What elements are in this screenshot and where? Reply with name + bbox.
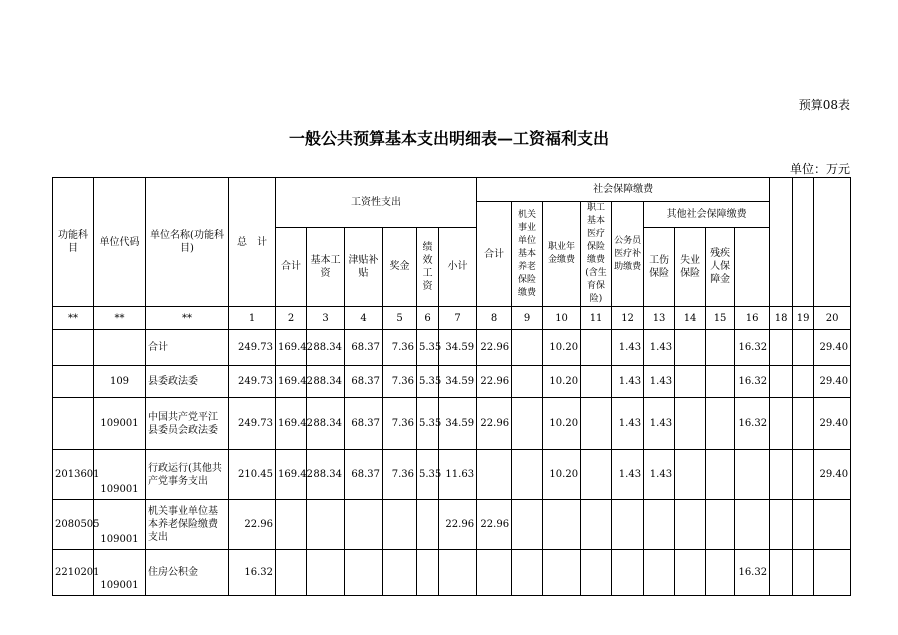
total-cell: 249.73 xyxy=(229,330,276,366)
index-cell: 3 xyxy=(307,307,345,330)
unit-code-cell: 109001 xyxy=(94,450,146,500)
index-cell: 19 xyxy=(793,307,814,330)
unit-code-cell: 109001 xyxy=(94,550,146,596)
func-code-cell xyxy=(53,330,94,366)
unemp-cell xyxy=(675,398,706,450)
expenditure-table xyxy=(52,177,851,596)
housing-cell: 16.32 xyxy=(735,398,770,450)
header-perf: 绩效工资 xyxy=(417,227,439,306)
header-basic: 基本工资 xyxy=(307,227,345,306)
civil-med-cell xyxy=(581,366,612,398)
medexp-cell xyxy=(793,398,814,450)
injury-cell: 1.43 xyxy=(644,330,675,366)
other-cell: 29.40 xyxy=(814,330,851,366)
basic-cell: 88.34 xyxy=(307,330,345,366)
unit-code-cell xyxy=(94,330,146,366)
pension-cell: 22.96 xyxy=(477,500,512,550)
annuity-cell xyxy=(512,366,543,398)
sum2-cell: 22.96 xyxy=(439,500,477,550)
page-title: 一般公共预算基本支出明细表—工资福利支出 xyxy=(288,129,609,148)
injury-cell: 1.43 xyxy=(644,450,675,500)
medical-cell: 10.20 xyxy=(543,330,581,366)
index-cell: 13 xyxy=(644,307,675,330)
header-sum2: 合计 xyxy=(477,202,512,307)
header-annuity: 职业年金缴费 xyxy=(543,202,581,307)
header-allow: 津贴补贴 xyxy=(345,227,383,306)
other-cell xyxy=(814,500,851,550)
housing-cell: 16.32 xyxy=(735,550,770,596)
index-cell: 2 xyxy=(276,307,307,330)
index-cell: 15 xyxy=(706,307,735,330)
basic-cell xyxy=(307,500,345,550)
medical-cell: 10.20 xyxy=(543,366,581,398)
allow-cell xyxy=(345,550,383,596)
header-civil-med: 公务员医疗补助缴费 xyxy=(612,202,644,307)
medexp-cell xyxy=(793,550,814,596)
total-cell: 22.96 xyxy=(229,500,276,550)
meal-cell xyxy=(770,398,793,450)
allow-cell: 68.37 xyxy=(345,330,383,366)
pension-cell: 22.96 xyxy=(477,366,512,398)
sum1-cell: 169.42 xyxy=(276,398,307,450)
header-sub: 小计 xyxy=(439,227,477,306)
basic-cell: 88.34 xyxy=(307,450,345,500)
index-cell: 1 xyxy=(229,307,276,330)
pension-cell: 22.96 xyxy=(477,330,512,366)
sum1-cell: 169.42 xyxy=(276,450,307,500)
sum1-cell: 169.42 xyxy=(276,330,307,366)
table-row xyxy=(53,398,851,450)
sum1-cell xyxy=(276,500,307,550)
index-cell: 8 xyxy=(477,307,512,330)
injury-cell: 1.43 xyxy=(644,398,675,450)
unemp-cell xyxy=(675,500,706,550)
index-cell: 5 xyxy=(383,307,417,330)
unit-name-cell: 县委政法委 xyxy=(146,366,229,398)
pension-cell xyxy=(477,450,512,500)
unit-name-cell: 住房公积金 xyxy=(146,550,229,596)
sub-cell: 1.43 xyxy=(612,450,644,500)
index-cell: 12 xyxy=(612,307,644,330)
allow-cell: 68.37 xyxy=(345,398,383,450)
header-unemp: 失业保险 xyxy=(675,227,706,306)
medical-cell xyxy=(543,500,581,550)
bonus-cell: 7.36 xyxy=(383,366,417,398)
unemp-cell xyxy=(675,550,706,596)
disab-cell xyxy=(706,450,735,500)
header-pension: 机关事业单位基本养老保险缴费 xyxy=(512,202,543,307)
table-row xyxy=(53,500,851,550)
disab-cell xyxy=(706,330,735,366)
medical-cell: 10.20 xyxy=(543,450,581,500)
disab-cell xyxy=(706,500,735,550)
sub-cell xyxy=(612,550,644,596)
disab-cell xyxy=(706,366,735,398)
meal-cell xyxy=(770,450,793,500)
header-sum1: 合计 xyxy=(276,227,307,306)
perf-cell: 5.35 xyxy=(417,330,439,366)
annuity-cell xyxy=(512,550,543,596)
bonus-cell xyxy=(383,550,417,596)
header-disab: 残疾人保障金 xyxy=(706,227,735,306)
header-code: 单位代码 xyxy=(94,178,146,307)
unemp-cell xyxy=(675,330,706,366)
table-row xyxy=(53,330,851,366)
bonus-cell: 7.36 xyxy=(383,398,417,450)
index-cell: ** xyxy=(53,307,94,330)
header-salary-group: 工资性支出 xyxy=(276,178,477,228)
func-code-cell: 2080505 xyxy=(53,500,94,550)
injury-cell xyxy=(644,500,675,550)
medical-cell: 10.20 xyxy=(543,398,581,450)
annuity-cell xyxy=(512,330,543,366)
housing-cell xyxy=(735,450,770,500)
perf-cell: 5.35 xyxy=(417,398,439,450)
index-cell: ** xyxy=(94,307,146,330)
pension-cell: 22.96 xyxy=(477,398,512,450)
unit-code-cell: 109 xyxy=(94,366,146,398)
unit-code-cell: 109001 xyxy=(94,398,146,450)
index-cell: 10 xyxy=(543,307,581,330)
basic-cell: 88.34 xyxy=(307,398,345,450)
unit-label: 单位：万元 xyxy=(789,162,850,176)
housing-cell: 16.32 xyxy=(735,330,770,366)
sub-cell: 1.43 xyxy=(612,366,644,398)
sum2-cell: 34.59 xyxy=(439,330,477,366)
civil-med-cell xyxy=(581,330,612,366)
func-code-cell: 2210201 xyxy=(53,550,94,596)
perf-cell xyxy=(417,550,439,596)
total-cell: 16.32 xyxy=(229,550,276,596)
index-cell: 20 xyxy=(814,307,851,330)
other-cell: 29.40 xyxy=(814,450,851,500)
func-code-cell xyxy=(53,398,94,450)
other-cell: 29.40 xyxy=(814,366,851,398)
allow-cell: 68.37 xyxy=(345,450,383,500)
unit-name-cell: 机关事业单位基本养老保险缴费支出 xyxy=(146,500,229,550)
sub-cell: 1.43 xyxy=(612,398,644,450)
unemp-cell xyxy=(675,450,706,500)
civil-med-cell xyxy=(581,450,612,500)
unemp-cell xyxy=(675,366,706,398)
perf-cell: 5.35 xyxy=(417,366,439,398)
annuity-cell xyxy=(512,398,543,450)
index-cell: 11 xyxy=(581,307,612,330)
header-housing xyxy=(770,178,793,307)
unit-code-cell: 109001 xyxy=(94,500,146,550)
civil-med-cell xyxy=(581,500,612,550)
sub-cell xyxy=(612,500,644,550)
index-cell: 6 xyxy=(417,307,439,330)
index-cell: ** xyxy=(146,307,229,330)
form-number: 预算08表 xyxy=(798,98,850,112)
index-row xyxy=(53,307,851,330)
func-code-cell xyxy=(53,366,94,398)
perf-cell: 5.35 xyxy=(417,450,439,500)
meal-cell xyxy=(770,330,793,366)
header-total: 总 计 xyxy=(229,178,276,307)
index-cell: 7 xyxy=(439,307,477,330)
table-body xyxy=(53,330,851,596)
unit-name-cell: 中国共产党平江县委员会政法委 xyxy=(146,398,229,450)
perf-cell xyxy=(417,500,439,550)
other-cell: 29.40 xyxy=(814,398,851,450)
header-bonus: 奖金 xyxy=(383,227,417,306)
medexp-cell xyxy=(793,366,814,398)
table-row xyxy=(53,366,851,398)
total-cell: 249.73 xyxy=(229,366,276,398)
sum2-cell xyxy=(439,550,477,596)
table-row xyxy=(53,550,851,596)
total-cell: 249.73 xyxy=(229,398,276,450)
total-cell: 210.45 xyxy=(229,450,276,500)
disab-cell xyxy=(706,398,735,450)
index-cell: 4 xyxy=(345,307,383,330)
sub-cell: 1.43 xyxy=(612,330,644,366)
meal-cell xyxy=(770,500,793,550)
header-func: 功能科目 xyxy=(53,178,94,307)
medexp-cell xyxy=(793,450,814,500)
allow-cell xyxy=(345,500,383,550)
meal-cell xyxy=(770,550,793,596)
index-cell: 16 xyxy=(735,307,770,330)
sum1-cell: 169.42 xyxy=(276,366,307,398)
sum2-cell: 34.59 xyxy=(439,398,477,450)
bonus-cell: 7.36 xyxy=(383,330,417,366)
bonus-cell xyxy=(383,500,417,550)
sum2-cell: 11.63 xyxy=(439,450,477,500)
housing-cell: 16.32 xyxy=(735,366,770,398)
other-cell xyxy=(814,550,851,596)
meal-cell xyxy=(770,366,793,398)
header-meal xyxy=(793,178,814,307)
pension-cell xyxy=(477,550,512,596)
header-medexp xyxy=(814,178,851,307)
header-social-group: 社会保障缴费 xyxy=(477,178,770,202)
civil-med-cell xyxy=(581,550,612,596)
header-injury: 工伤保险 xyxy=(644,227,675,306)
header-other-social-group: 其他社会保障缴费 xyxy=(644,202,770,228)
medexp-cell xyxy=(793,330,814,366)
header-name: 单位名称(功能科目) xyxy=(146,178,229,307)
annuity-cell xyxy=(512,500,543,550)
header-medical: 职工基本医疗保险缴费(含生育保险) xyxy=(581,202,612,307)
index-cell: 18 xyxy=(770,307,793,330)
medical-cell xyxy=(543,550,581,596)
annuity-cell xyxy=(512,450,543,500)
sum1-cell xyxy=(276,550,307,596)
bonus-cell: 7.36 xyxy=(383,450,417,500)
medexp-cell xyxy=(793,500,814,550)
basic-cell: 88.34 xyxy=(307,366,345,398)
injury-cell xyxy=(644,550,675,596)
housing-cell xyxy=(735,500,770,550)
unit-name-cell: 行政运行(其他共产党事务支出 xyxy=(146,450,229,500)
basic-cell xyxy=(307,550,345,596)
table-row xyxy=(53,450,851,500)
unit-name-cell: 合计 xyxy=(146,330,229,366)
func-code-cell: 2013601 xyxy=(53,450,94,500)
sum2-cell: 34.59 xyxy=(439,366,477,398)
disab-cell xyxy=(706,550,735,596)
injury-cell: 1.43 xyxy=(644,366,675,398)
allow-cell: 68.37 xyxy=(345,366,383,398)
index-cell: 9 xyxy=(512,307,543,330)
index-cell: 14 xyxy=(675,307,706,330)
civil-med-cell xyxy=(581,398,612,450)
